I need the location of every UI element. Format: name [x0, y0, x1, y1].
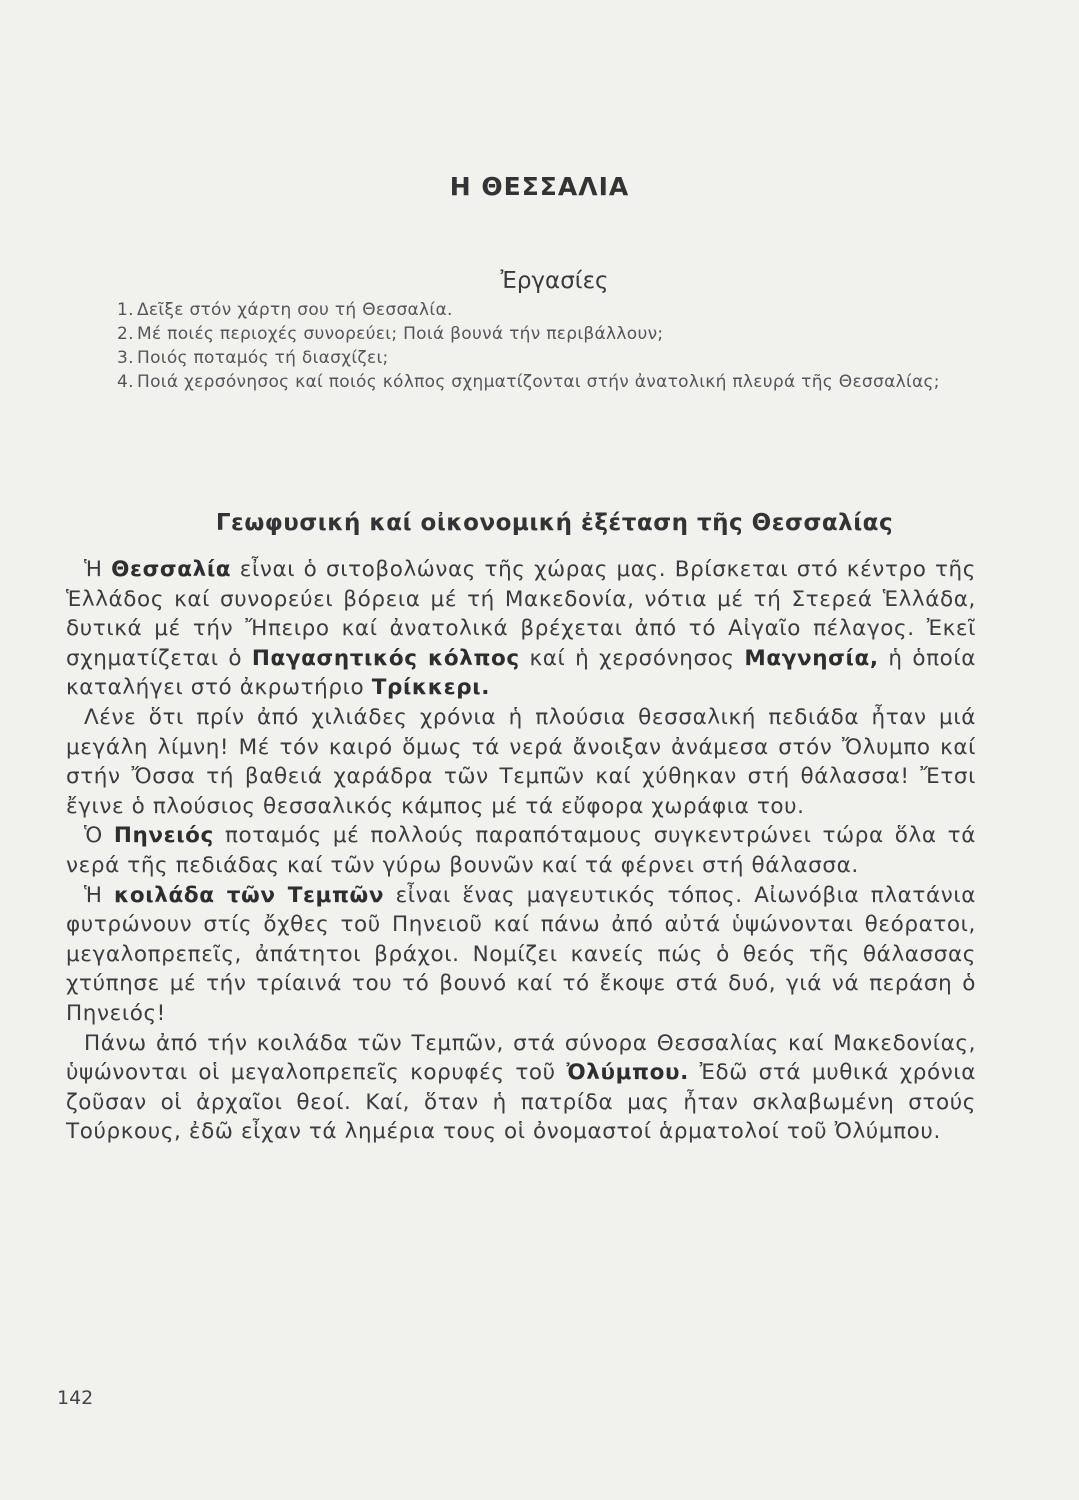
- exercise-text: Μέ ποιές περιοχές συνορεύει; Ποιά βουνά τήν περιβάλλουν;: [137, 324, 664, 344]
- section-heading: Γεωφυσική καί οἰκονομική ἐξέταση τῆς Θεσσαλίας: [215, 510, 894, 536]
- exercise-item: [117, 322, 967, 346]
- exercise-number: 1.: [117, 300, 134, 320]
- exercises-list: [117, 298, 967, 394]
- text-run: Ἡ: [84, 882, 115, 908]
- text-run: ἡ ὁποία καταλήγει στό ἀκρωτήριο: [66, 645, 977, 701]
- text-run: εἶναι ὁ σιτοβολώνας τῆς χώρας μας. Βρίσκεται στό κέντρο τῆς Ἑλλάδος καί συνορεύει βόρεια μέ τή Μακεδονία, νότια μέ τή Στερεά Ἑλλάδα, δυτικά μέ τήν Ἤπειρο καί ἀνατολικά βρέχεται ἀπό τό Αἰγαῖο πέλαγος. Ἐκεῖ σχηματίζεται ὁ: [66, 557, 976, 671]
- exercise-number: 2.: [117, 324, 134, 344]
- page-title: Η ΘΕΣΣΑΛΙΑ: [449, 172, 630, 201]
- exercise-item: [117, 298, 967, 322]
- bold-term: Ὀλύμπου.: [566, 1060, 689, 1086]
- paragraph: [66, 881, 976, 1029]
- bold-term: Μαγνησία,: [744, 645, 879, 671]
- section-body: [66, 555, 976, 1147]
- bold-term: Θεσσαλία: [111, 557, 232, 582]
- exercise-item: [117, 346, 967, 370]
- bold-term: Πηνειός: [113, 823, 214, 849]
- text-run: Ἐδῶ στά μυθικά χρόνια ζοῦσαν οἱ ἀρχαῖοι θεοί. Καί, ὅταν ἡ πατρίδα μας ἦταν σκλαβωμένη στούς Τούρκους, ἐδῶ εἶχαν τά λημέρια τους οἱ ὀνομαστοί ἁρματολοί τοῦ Ὀλύμπου.: [66, 1060, 977, 1145]
- exercise-text: Ποιά χερσόνησος καί ποιός κόλπος σχηματίζονται στήν ἀνατολική πλευρά τῆς Θεσσαλίας;: [137, 372, 940, 392]
- text-run: Ἡ: [84, 557, 112, 582]
- exercise-text: Δεῖξε στόν χάρτη σου τή Θεσσαλία.: [137, 300, 453, 320]
- paragraph: [66, 1029, 976, 1147]
- exercise-text: Ποιός ποταμός τή διασχίζει;: [137, 348, 389, 368]
- bold-term: κοιλάδα τῶν Τεμπῶν: [114, 882, 385, 908]
- text-run: Πάνω ἀπό τήν κοιλάδα τῶν Τεμπῶν, στά σύνορα Θεσσαλίας καί Μακεδονίας, ὑψώνονται οἱ μεγαλοπρεπεῖς κορυφές τοῦ: [66, 1030, 976, 1086]
- paragraph: [66, 821, 976, 880]
- text-run: καί ἡ χερσόνησος: [519, 645, 745, 671]
- exercises-heading: Ἐργασίες: [500, 268, 609, 294]
- bold-term: Παγασητικός κόλπος: [251, 645, 520, 671]
- exercise-number: 4.: [117, 372, 134, 392]
- page-number: 142: [57, 1387, 94, 1409]
- paragraph: [66, 555, 976, 703]
- text-run: ποταμός μέ πολλούς παραπόταμους συγκεντρώνει τώρα ὅλα τά νερά τῆς πεδιάδας καί τῶν γύρω βουνῶν καί τά φέρνει στή θάλασσα.: [66, 823, 976, 878]
- paragraph: Λένε ὅτι πρίν ἀπό χιλιάδες χρόνια ἡ πλούσια θεσσαλική πεδιάδα ἦταν μιά μεγάλη λίμνη! Μέ τόν καιρό ὅμως τά νερά ἄνοιξαν ἀνάμεσα στόν Ὄλυμπο καί στήν Ὄσσα τή βαθειά χαράδρα τῶν Τεμπῶν καί χύθηκαν στή θάλασσα! Ἔτσι ἔγινε ὁ πλούσιος θεσσαλικός κάμπος μέ τά εὔφορα χωράφια του.: [66, 704, 976, 819]
- exercise-number: 3.: [117, 348, 134, 368]
- bold-term: Τρίκκερι.: [371, 675, 490, 701]
- exercise-item: [117, 370, 967, 394]
- text-run: εἶναι ἕνας μαγευτικός τόπος. Αἰωνόβια πλατάνια φυτρώνουν στίς ὄχθες τοῦ Πηνειοῦ καί πάνω ἀπό αὐτά ὑψώνονται θεόρατοι, μεγαλοπρεπεῖς, ἀπάτητοι βράχοι. Νομίζει κανείς πώς ὁ θεός τῆς θάλασσας χτύπησε μέ τήν τρίαινά του τό βουνό καί τό ἔκοψε στά δυό, γιά νά περάση ὁ Πηνειός!: [66, 882, 976, 1026]
- text-run: Ὁ: [84, 823, 114, 849]
